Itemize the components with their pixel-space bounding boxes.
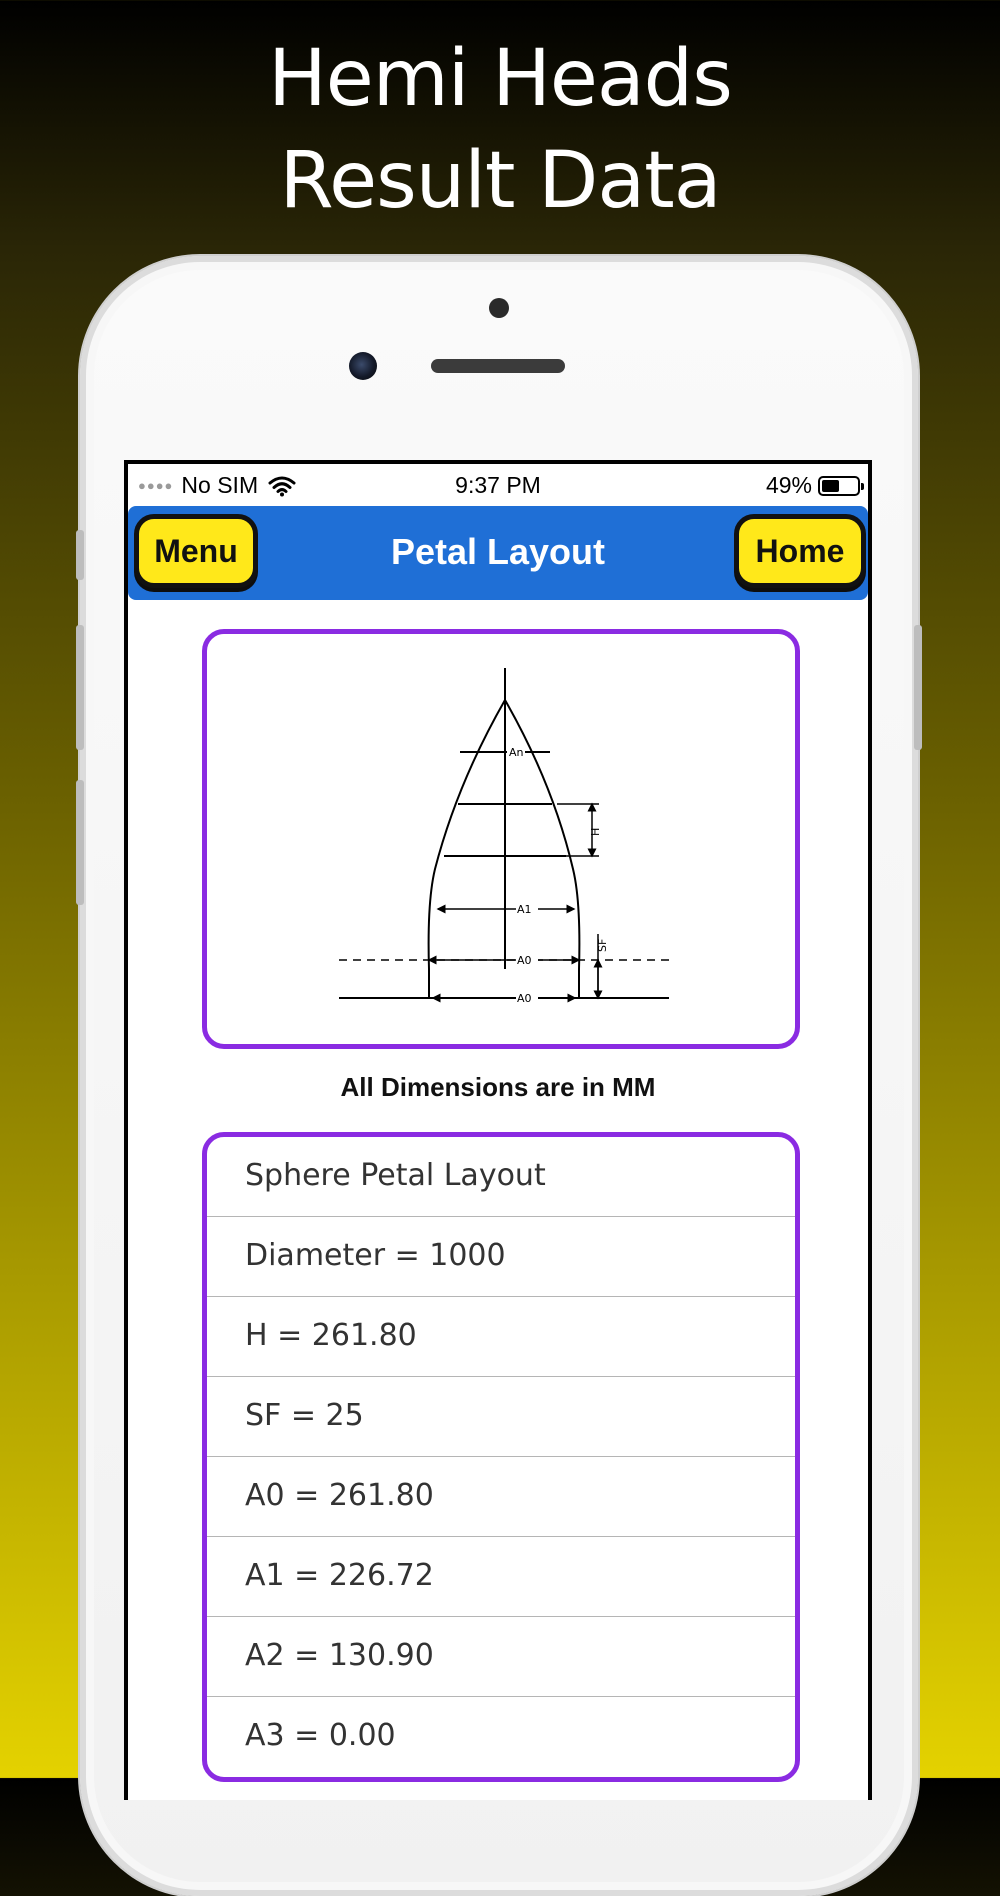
- promo-line-1: Hemi Heads: [268, 34, 732, 124]
- battery-percent: 49%: [765, 472, 812, 498]
- result-row-a3: A3 = 0.00: [245, 1718, 396, 1753]
- phone-volume-up: [76, 625, 84, 750]
- phone-power-button: [914, 625, 922, 750]
- status-time: 9:37 PM: [455, 472, 541, 498]
- result-row-a1: A1 = 226.72: [207, 1537, 795, 1617]
- menu-button[interactable]: Menu: [134, 514, 258, 588]
- app-screen: [128, 464, 868, 1800]
- promo-line-2: Result Data: [279, 136, 721, 226]
- promo-headline: [0, 28, 1000, 232]
- phone-screen: [124, 460, 872, 1800]
- petal-right-edge: [505, 700, 579, 969]
- results-list: [202, 1132, 800, 1782]
- status-right: [766, 472, 860, 499]
- signal-strength-icon: ●●●●: [138, 478, 174, 493]
- unit-note: All Dimensions are in MM: [340, 1072, 656, 1102]
- phone-volume-down: [76, 780, 84, 905]
- front-camera-icon: [349, 352, 377, 380]
- label-an: An: [509, 746, 524, 759]
- navigation-bar: [128, 506, 868, 600]
- petal-left-edge: [429, 700, 505, 969]
- page-title: Petal Layout: [390, 531, 606, 572]
- proximity-sensor: [489, 298, 509, 318]
- phone-side-button: [76, 530, 84, 580]
- label-h: H: [589, 827, 602, 836]
- battery-icon: [818, 476, 860, 496]
- carrier-label: No SIM: [181, 472, 259, 498]
- petal-diagram-svg: [207, 634, 795, 1044]
- label-sf: SF: [596, 938, 609, 952]
- earpiece-speaker: [431, 359, 565, 373]
- label-a0-lower: A0: [517, 992, 532, 1005]
- result-row-a0: A0 = 261.80: [207, 1457, 795, 1537]
- result-row-sf: SF = 25: [207, 1377, 795, 1457]
- petal-layout-diagram: [202, 629, 800, 1049]
- result-row-diameter: Diameter = 1000: [207, 1217, 795, 1297]
- label-a0-upper: A0: [517, 954, 532, 967]
- label-a1: A1: [517, 903, 532, 916]
- result-row-h: H = 261.80: [207, 1297, 795, 1377]
- result-row-title: Sphere Petal Layout: [207, 1137, 795, 1217]
- home-button[interactable]: Home: [734, 514, 866, 588]
- result-row-a2: A2 = 130.90: [207, 1617, 795, 1697]
- status-bar: [128, 464, 868, 504]
